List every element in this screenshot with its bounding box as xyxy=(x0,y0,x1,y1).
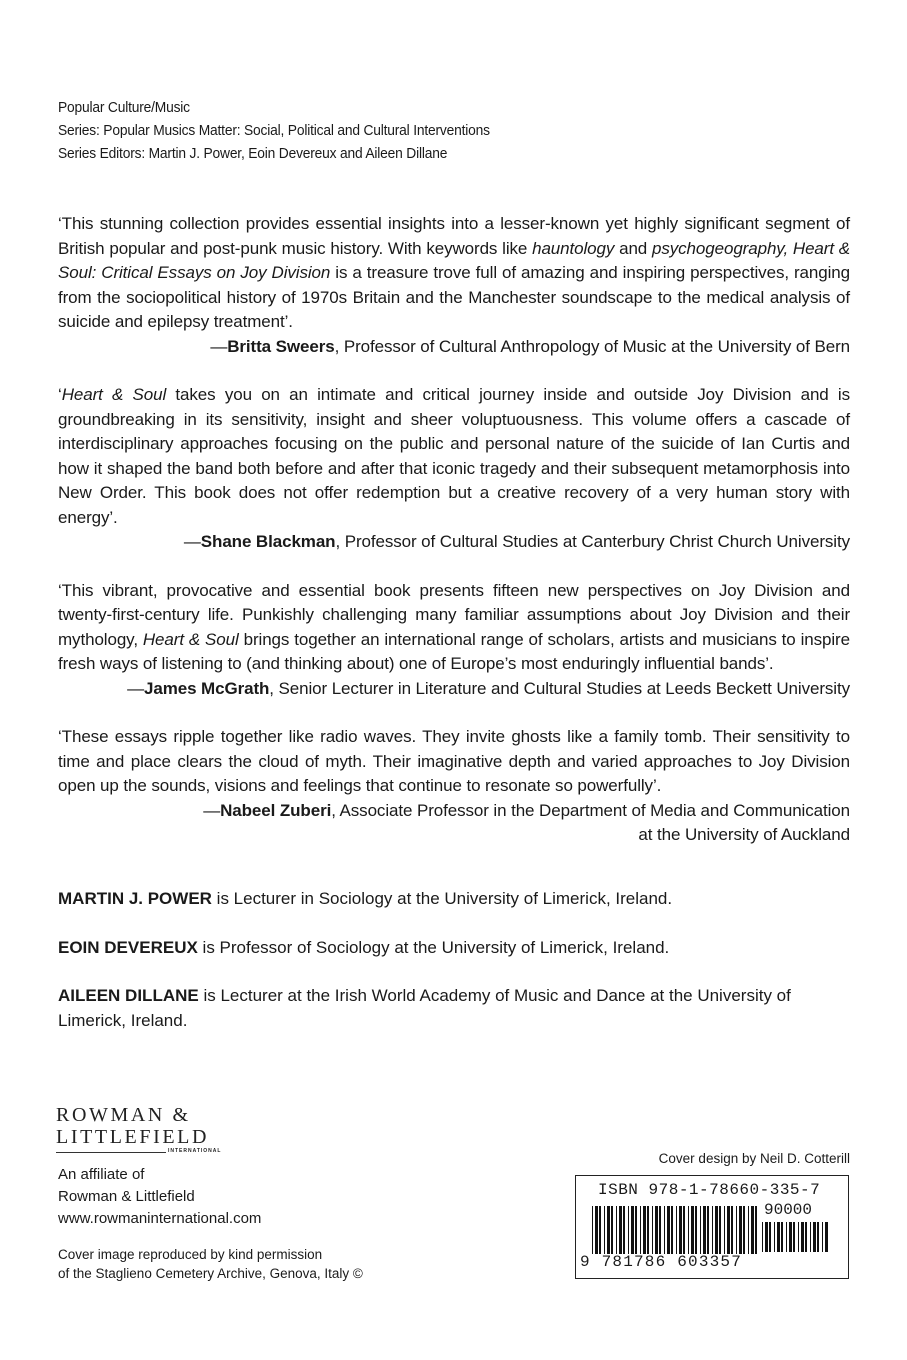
barcode-bar xyxy=(647,1206,649,1254)
series-info xyxy=(58,96,758,165)
barcode-bar xyxy=(777,1222,780,1252)
price-code: 90000 xyxy=(764,1201,813,1219)
barcode-bar xyxy=(707,1206,709,1254)
barcode-bar xyxy=(616,1206,617,1254)
barcode-bar xyxy=(691,1206,694,1254)
isbn-barcode xyxy=(575,1175,849,1279)
editor-bios xyxy=(58,887,850,1057)
editor-bio: EOIN DEVEREUX is Professor of Sociology at the University of Limerick, Ireland. xyxy=(58,937,670,957)
barcode-bar xyxy=(667,1206,670,1254)
barcode-bar xyxy=(623,1206,625,1254)
endorsement-quote xyxy=(58,579,850,702)
barcode-bar xyxy=(712,1206,713,1254)
barcode-bar xyxy=(736,1206,737,1254)
barcode-bar xyxy=(769,1222,771,1252)
barcode-bar xyxy=(715,1206,718,1254)
barcode-bar xyxy=(652,1206,653,1254)
barcode-bar xyxy=(664,1206,665,1254)
barcode-bar xyxy=(798,1222,799,1252)
barcode-bar xyxy=(592,1206,593,1254)
publisher-info: An affiliate of Rowman & Littlefield www.rowmaninternational.com xyxy=(58,1164,261,1230)
quote-text: ‘This stunning collection provides essential insights into a lesser-known yet highly significant segment of British popular and post-punk music history. With keywords like hauntology and psychogeography, Heart & Soul: Critical Essays on Joy Division is a treasure trove full of amazing and inspiring perspectives, ranging from the sociopolitical history of 1970s Britain and the Manchester soundscape to the medical analysis of suicide and epilepsy treatment’. xyxy=(58,214,851,331)
barcode-bar xyxy=(688,1206,689,1254)
barcode-bar xyxy=(671,1206,673,1254)
barcode-bar xyxy=(724,1206,725,1254)
barcode-bar xyxy=(727,1206,730,1254)
barcode-bar xyxy=(755,1206,757,1254)
barcode-bar xyxy=(655,1206,658,1254)
barcode-bar xyxy=(628,1206,629,1254)
barcode-bar xyxy=(810,1222,811,1252)
barcode-bar xyxy=(679,1206,682,1254)
barcode-bar xyxy=(817,1222,819,1252)
barcode-bar xyxy=(659,1206,661,1254)
barcode-bar xyxy=(703,1206,706,1254)
barcode-bar xyxy=(599,1206,601,1254)
barcode-bar xyxy=(731,1206,733,1254)
barcode-bars xyxy=(592,1206,760,1254)
barcode-bar xyxy=(748,1206,749,1254)
cover-image-credit: Cover image reproduced by kind permission of the Staglieno Cemetery Archive, Genova, Italy © xyxy=(58,1247,363,1281)
barcode-digits: 9 781786 603357 xyxy=(580,1253,743,1271)
endorsements xyxy=(58,212,850,872)
barcode-bar xyxy=(825,1222,828,1252)
series-title: Series: Popular Musics Matter: Social, Political and Cultural Interventions xyxy=(58,122,490,139)
barcode-bar xyxy=(774,1222,775,1252)
endorsement-quote xyxy=(58,725,850,848)
quote-attribution: —Nabeel Zuberi, Associate Professor in the Department of Media and Communication at the University of Auckland xyxy=(203,800,850,844)
series-editors: Series Editors: Martin J. Power, Eoin Devereux and Aileen Dillane xyxy=(58,145,448,162)
quote-attribution: —James McGrath, Senior Lecturer in Literature and Cultural Studies at Leeds Beckett University xyxy=(127,678,850,698)
quote-text: ‘This vibrant, provocative and essential book presents fifteen new perspectives on Joy Division and twenty-first-century life. Punkishly challenging many familiar assumptions about Joy Division and their mythology, Heart & Soul brings together an international range of scholars, artists and musicians to inspire fresh ways of listening to (and thinking about) one of Europe’s most enduringly influential bands’. xyxy=(58,580,850,673)
barcode-bar xyxy=(743,1206,745,1254)
barcode-bar xyxy=(789,1222,792,1252)
barcode-bar xyxy=(604,1206,605,1254)
barcode-bar xyxy=(793,1222,795,1252)
endorsement-quote xyxy=(58,212,850,359)
barcode-bar xyxy=(786,1222,787,1252)
quote-attribution: —Britta Sweers, Professor of Cultural Anthropology of Music at the University of Bern xyxy=(210,336,850,356)
barcode-bar xyxy=(765,1222,768,1252)
barcode-bar xyxy=(739,1206,742,1254)
endorsement-quote xyxy=(58,383,850,555)
barcode-bar xyxy=(635,1206,637,1254)
barcode-bar xyxy=(619,1206,622,1254)
addon-barcode-bars xyxy=(762,1222,830,1252)
barcode-bar xyxy=(762,1222,763,1252)
category-label: Popular Culture/Music xyxy=(58,99,190,116)
barcode-bar xyxy=(643,1206,646,1254)
barcode-bar xyxy=(751,1206,754,1254)
quote-text: ‘These essays ripple together like radio waves. They invite ghosts like a family tomb. Their sensitivity to time and place clears the cloud of myth. Their imaginative depth and varied approaches to Joy Division open up the sounds, visions and feelings that continue to resonate so powerfully’. xyxy=(58,727,850,795)
editor-bio: AILEEN DILLANE is Lecturer at the Irish World Academy of Music and Dance at the University of Limerick, Ireland. xyxy=(58,986,791,1030)
barcode-bar xyxy=(607,1206,610,1254)
quote-text: ‘Heart & Soul takes you on an intimate and critical journey inside and outside Joy Division and is groundbreaking in its sensitivity, insight and sheer voluptuousness. This volume offers a cascade of interdisciplinary approaches focusing on the public and personal nature of the suicide of Ian Curtis and how it shaped the band both before and after that iconic tragedy and their subsequent metamorphosis into New Order. This book does not offer redemption but a creative recovery of a very human story with energy’. xyxy=(58,385,850,527)
barcode-bar xyxy=(676,1206,677,1254)
publisher-logo: ROWMAN & LITTLEFIELD INTERNATIONAL xyxy=(56,1104,222,1154)
barcode-bar xyxy=(700,1206,701,1254)
barcode-bar xyxy=(631,1206,634,1254)
barcode-bar xyxy=(719,1206,721,1254)
barcode-bar xyxy=(683,1206,685,1254)
barcode-bar xyxy=(640,1206,641,1254)
publisher-website[interactable]: www.rowmaninternational.com xyxy=(58,1210,262,1227)
cover-design-credit: Cover design by Neil D. Cotterill xyxy=(658,1151,850,1166)
barcode-bar xyxy=(801,1222,804,1252)
editor-bio: MARTIN J. POWER is Lecturer in Sociology at the University of Limerick, Ireland. xyxy=(58,889,673,908)
barcode-bar xyxy=(781,1222,783,1252)
barcode-bar xyxy=(805,1222,807,1252)
quote-attribution: —Shane Blackman, Professor of Cultural Studies at Canterbury Christ Church University xyxy=(183,532,850,551)
barcode-bar xyxy=(695,1206,697,1254)
barcode-bar xyxy=(813,1222,816,1252)
isbn-label: ISBN 978-1-78660-335-7 xyxy=(598,1181,821,1199)
barcode-bar xyxy=(611,1206,613,1254)
barcode-bar xyxy=(822,1222,823,1252)
barcode-bar xyxy=(595,1206,598,1254)
